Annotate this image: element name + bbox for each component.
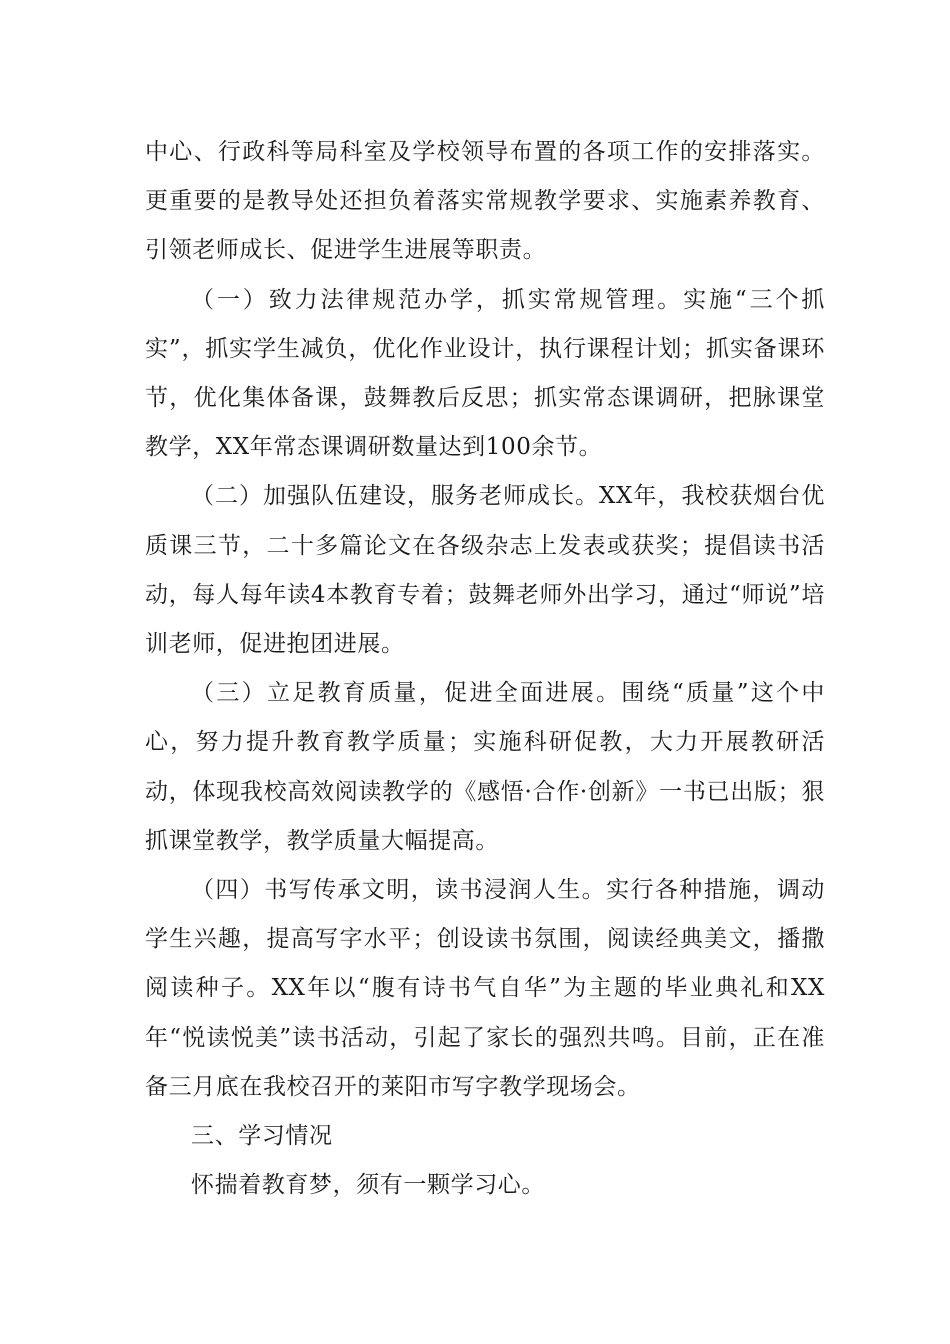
paragraph-item-1: （一）致力法律规范办学，抓实常规管理。实施“三个抓实”，抓实学生减负，优化作业设计，执行课程计划；抓实备课环节，优化集体备课，鼓舞教后反思；抓实常态课调研，把脉课堂教学，XX年常态课调研数量达到100余节。 <box>145 286 825 461</box>
paragraph-item-3: （三）立足教育质量，促进全面进展。围绕“质量”这个中心，努力提升教育教学质量；实施科研促教，大力开展教研活动，体现我校高效阅读教学的《感悟·合作·创新》一书已出版；狠抓课堂教学，教学质量大幅提高。 <box>145 680 825 854</box>
paragraph-continuation: 中心、行政科等局科室及学校领导布置的各项工作的安排落实。更重要的是教导处还担负着落实常规教学要求、实施素养教育、引领老师成长、促进学生进展等职责。 <box>145 139 825 264</box>
paragraph-intro: 怀揣着教育梦，须有一颗学习心。 <box>191 1172 545 1199</box>
document-body <box>145 128 825 1210</box>
paragraph-item-2: （二）加强队伍建设，服务老师成长。XX年，我校获烟台优质课三节，二十多篇论文在各级杂志上发表或获奖；提倡读书活动，每人每年读4本教育专着；鼓舞老师外出学习，通过“师说”培训老师，促进抱团进展。 <box>145 483 825 658</box>
section-heading: 三、学习情况 <box>191 1123 333 1150</box>
paragraph-item-4: （四）书写传承文明，读书浸润人生。实行各种措施，调动学生兴趣，提高写字水平；创设读书氛围，阅读经典美文，播撒阅读种子。XX年以“腹有诗书气自华”为主题的毕业典礼和XX年“悦读悦美”读书活动，引起了家长的强烈共鸣。目前，正在准备三月底在我校召开的莱阳市写字教学现场会。 <box>145 877 825 1100</box>
